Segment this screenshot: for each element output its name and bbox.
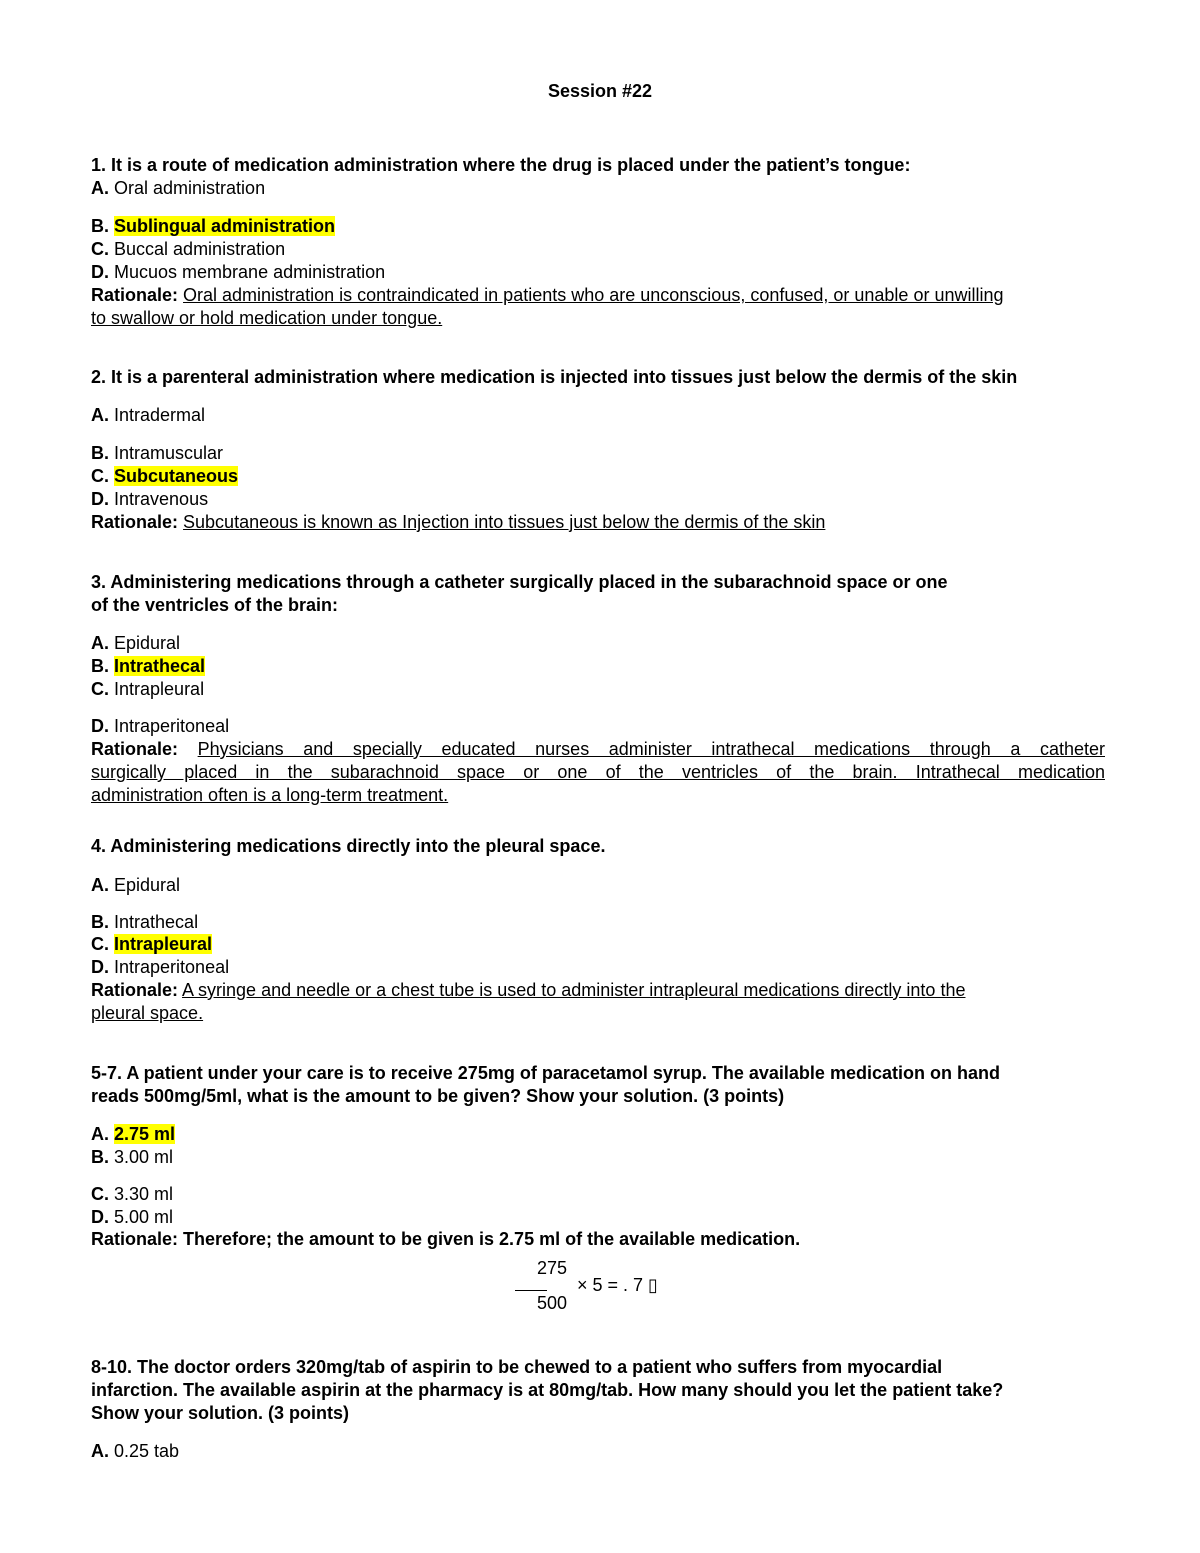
formula-rest: × 5 = . 7 ▯: [577, 1275, 658, 1295]
question-3: 3. Administering medications through a catheter surgically placed in the subarachnoid space or one: [91, 572, 948, 592]
question-1: 1. It is a route of medication administration where the drug is placed under the patient’s tongue:: [91, 155, 911, 175]
q2-rationale: Rationale: Subcutaneous is known as Injection into tissues just below the dermis of the skin: [91, 512, 826, 532]
question-8-10-cont-2: Show your solution. (3 points): [91, 1403, 349, 1423]
q2-option-c: C. Subcutaneous: [91, 466, 239, 486]
highlighted-answer: Sublingual administration: [114, 216, 336, 236]
q1-rationale: Rationale: Oral administration is contraindicated in patients who are unconscious, confused, or unable or unwilling: [91, 285, 1004, 305]
fraction-bar: [515, 1290, 547, 1291]
question-8-10-cont: infarction. The available aspirin at the pharmacy is at 80mg/tab. How many should you let the patient take?: [91, 1380, 1004, 1400]
q2-option-d: D. Intravenous: [91, 489, 209, 509]
q3-rationale-cont: surgically placed in the subarachnoid space or one of the ventricles of the brain. Intrathecal medication: [91, 762, 1105, 782]
q2-option-b: B. Intramuscular: [91, 443, 224, 463]
highlighted-answer: 2.75 ml: [114, 1124, 176, 1144]
q5-option-b: B. 3.00 ml: [91, 1147, 174, 1167]
q5-option-c: C. 3.30 ml: [91, 1184, 174, 1204]
q5-option-d: D. 5.00 ml: [91, 1207, 174, 1227]
question-4: 4. Administering medications directly into the pleural space.: [91, 836, 606, 856]
q1-option-d: D. Mucuos membrane administration: [91, 262, 386, 282]
formula-denominator: 500: [537, 1293, 568, 1313]
q4-rationale: Rationale: A syringe and needle or a chest tube is used to administer intrapleural medications directly into the: [91, 980, 966, 1000]
q3-option-a: A. Epidural: [91, 633, 181, 653]
highlighted-answer: Subcutaneous: [114, 466, 239, 486]
question-8-10: 8-10. The doctor orders 320mg/tab of aspirin to be chewed to a patient who suffers from myocardial: [91, 1357, 943, 1377]
question-5-7-cont: reads 500mg/5ml, what is the amount to be given? Show your solution. (3 points): [91, 1086, 785, 1106]
q1-option-b: B. Sublingual administration: [91, 216, 336, 236]
q5-rationale: Rationale: Therefore; the amount to be given is 2.75 ml of the available medication.: [91, 1229, 801, 1249]
q4-option-a: A. Epidural: [91, 875, 181, 895]
question-5-7: 5-7. A patient under your care is to receive 275mg of paracetamol syrup. The available medication on hand: [91, 1063, 1000, 1083]
highlighted-answer: Intrathecal: [114, 656, 206, 676]
q3-option-d: D. Intraperitoneal: [91, 716, 230, 736]
q1-rationale-cont: to swallow or hold medication under tongue.: [91, 308, 443, 328]
q3-option-c: C. Intrapleural: [91, 679, 205, 699]
q1-option-a: A. Oral administration: [91, 178, 266, 198]
q4-option-d: D. Intraperitoneal: [91, 957, 230, 977]
q1-option-c: C. Buccal administration: [91, 239, 286, 259]
q5-option-a: A. 2.75 ml: [91, 1124, 176, 1144]
q3-rationale: Rationale: Physicians and specially educated nurses administer intrathecal medications through a catheter: [91, 739, 1105, 759]
q3-rationale-cont-2: administration often is a long-term treatment.: [91, 785, 449, 805]
formula-numerator: 275: [537, 1258, 568, 1278]
q8-option-a: A. 0.25 tab: [91, 1441, 180, 1461]
q4-option-c: C. Intrapleural: [91, 934, 213, 954]
page-title: Session #22: [547, 81, 653, 101]
q3-option-b: B. Intrathecal: [91, 656, 206, 676]
highlighted-answer: Intrapleural: [114, 934, 213, 954]
q2-option-a: A. Intradermal: [91, 405, 206, 425]
q4-rationale-cont: pleural space.: [91, 1003, 204, 1023]
question-2: 2. It is a parenteral administration where medication is injected into tissues just below the dermis of the skin: [91, 367, 1018, 387]
question-3-cont: of the ventricles of the brain:: [91, 595, 339, 615]
solution-formula: [515, 1258, 715, 1318]
q4-option-b: B. Intrathecal: [91, 912, 199, 932]
